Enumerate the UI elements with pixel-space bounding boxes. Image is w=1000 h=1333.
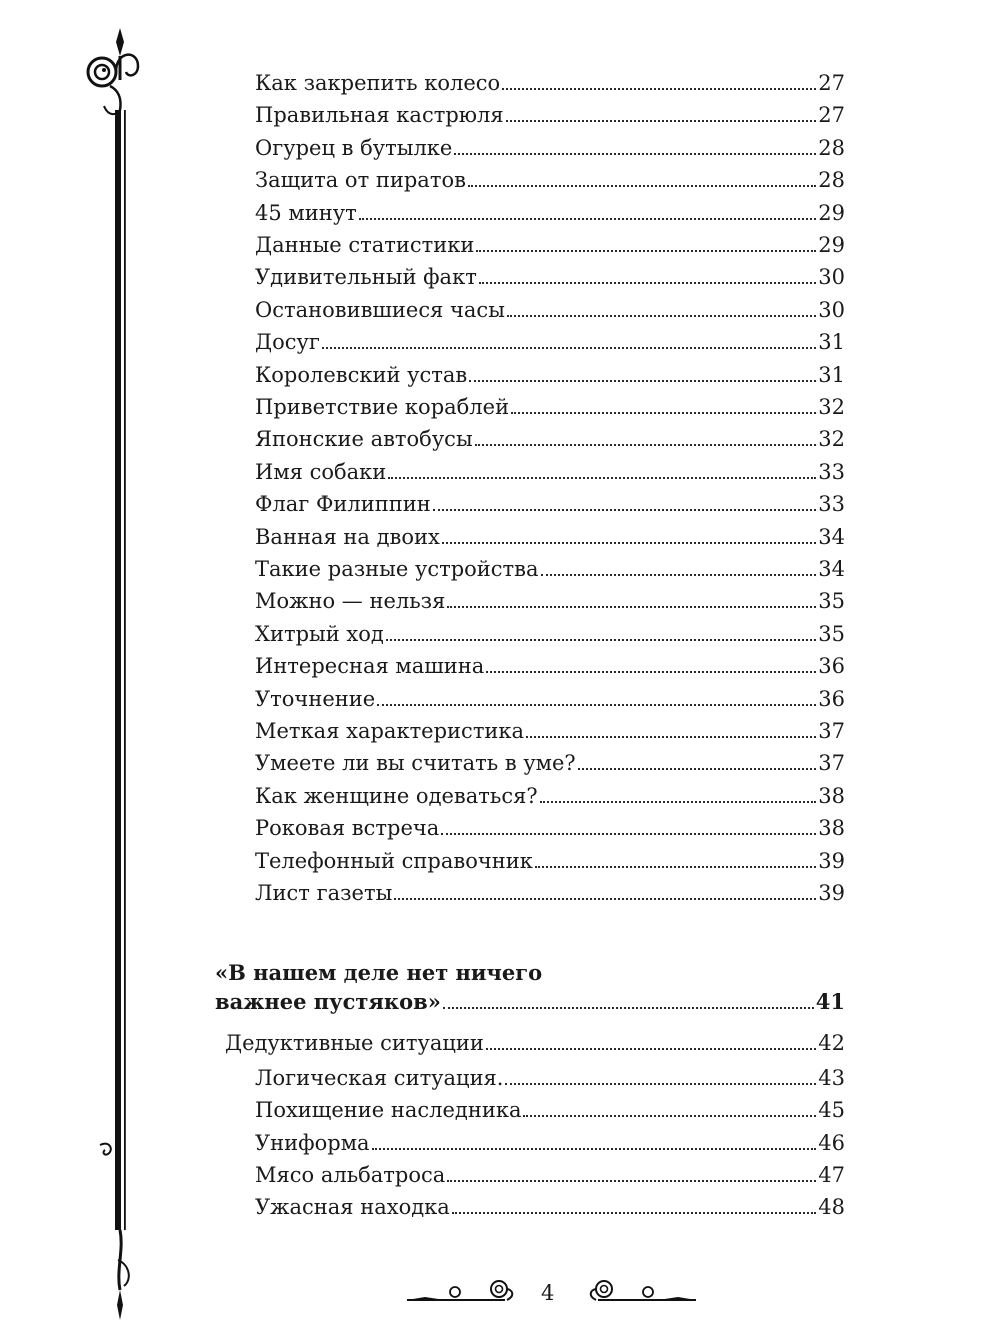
- dot-leader: [578, 767, 817, 770]
- entry-title: Данные статистики: [255, 233, 475, 257]
- entry-page: 31: [818, 330, 845, 354]
- entry-page: 35: [818, 589, 845, 613]
- entry-page: 39: [818, 881, 845, 905]
- dot-leader: [535, 865, 816, 868]
- toc-entry[interactable]: [255, 457, 845, 487]
- entry-title: 45 минут: [255, 201, 357, 225]
- toc-entry[interactable]: [255, 846, 845, 876]
- entry-page: 30: [818, 265, 845, 289]
- entry-page: 35: [818, 622, 845, 646]
- entry-title: Защита от пиратов: [255, 168, 466, 192]
- entry-title: Можно — нельзя: [255, 589, 446, 613]
- entry-title: Логическая ситуация.: [255, 1066, 504, 1090]
- entry-title: Имя собаки: [255, 460, 387, 484]
- section-title: Дедуктивные ситуации: [225, 1031, 484, 1055]
- dot-leader: [394, 897, 816, 900]
- dot-leader: [359, 217, 817, 220]
- entry-page: 27: [818, 103, 845, 127]
- entry-title: Телефонный справочник: [255, 849, 533, 873]
- entry-title: Как закрепить колесо: [255, 71, 501, 95]
- toc-entry[interactable]: [255, 878, 845, 908]
- dot-leader: [526, 735, 816, 738]
- part-title-line1[interactable]: «В нашем деле нет ничего: [215, 960, 543, 985]
- footer-right-ornament: [578, 1278, 698, 1308]
- entry-page: 48: [818, 1195, 845, 1219]
- toc-entry[interactable]: [255, 1192, 845, 1222]
- dot-leader: [505, 1082, 816, 1085]
- dot-leader: [388, 476, 816, 479]
- entry-page: 31: [818, 363, 845, 387]
- dot-leader: [486, 1047, 816, 1050]
- entry-page: 33: [818, 460, 845, 484]
- entry-page: 43: [818, 1066, 845, 1090]
- entry-page: 39: [818, 849, 845, 873]
- entry-page: 45: [818, 1098, 845, 1122]
- entry-page: 32: [818, 427, 845, 451]
- toc-entry[interactable]: [255, 100, 845, 130]
- dot-leader: [540, 800, 817, 803]
- entry-title: Лист газеты: [255, 881, 393, 905]
- dot-leader: [479, 281, 816, 284]
- toc-entry[interactable]: [255, 1063, 845, 1093]
- entry-page: 37: [818, 751, 845, 775]
- entry-page: 30: [818, 298, 845, 322]
- entry-title: Такие разные устройства: [255, 557, 539, 581]
- dot-leader: [433, 508, 817, 511]
- entry-title: Удивительный факт: [255, 265, 477, 289]
- page-number: 4: [541, 1281, 555, 1305]
- toc-entry[interactable]: [255, 198, 845, 228]
- footer-left-ornament: [405, 1278, 525, 1308]
- entry-title: Правильная кастрюля: [255, 103, 504, 127]
- entry-page: 32: [818, 395, 845, 419]
- entry-page: 34: [818, 525, 845, 549]
- dot-leader: [506, 119, 817, 122]
- dot-leader: [452, 1211, 816, 1214]
- entry-page: 29: [818, 233, 845, 257]
- section-page: 42: [818, 1031, 845, 1055]
- dot-leader: [377, 703, 816, 706]
- entry-title: Униформа: [255, 1131, 370, 1155]
- dot-leader: [442, 541, 816, 544]
- toc-entry[interactable]: [255, 781, 845, 811]
- dot-leader: [443, 1006, 814, 1009]
- entry-page: 36: [818, 687, 845, 711]
- toc-entry[interactable]: [255, 327, 845, 357]
- entry-page: 47: [818, 1163, 845, 1187]
- dot-leader: [476, 249, 816, 252]
- dot-leader: [502, 87, 816, 90]
- toc-entry[interactable]: [255, 68, 845, 98]
- entry-page: 28: [818, 136, 845, 160]
- entry-title: Похищение наследника: [255, 1098, 522, 1122]
- entry-title: Как женщине одеваться?: [255, 784, 538, 808]
- entry-page: 34: [818, 557, 845, 581]
- section-entry[interactable]: [225, 1028, 845, 1058]
- toc-entry[interactable]: [255, 586, 845, 616]
- toc-entry[interactable]: [255, 813, 845, 843]
- entry-page: 27: [818, 71, 845, 95]
- dot-leader: [541, 573, 817, 576]
- dot-leader: [511, 411, 816, 414]
- dot-leader: [475, 443, 817, 446]
- toc-entry[interactable]: [255, 684, 845, 714]
- entry-title: Меткая характеристика: [255, 719, 525, 743]
- entry-title: Остановившиеся часы: [255, 298, 505, 322]
- toc-entry[interactable]: [255, 1095, 845, 1125]
- toc-entry[interactable]: [255, 262, 845, 292]
- dot-leader: [523, 1114, 816, 1117]
- toc-entry[interactable]: [255, 392, 845, 422]
- entry-page: 28: [818, 168, 845, 192]
- toc-entry[interactable]: [255, 424, 845, 454]
- entry-title: Огурец в бутылке: [255, 136, 453, 160]
- entry-title: Интересная машина: [255, 654, 485, 678]
- toc-entry[interactable]: [255, 1160, 845, 1190]
- dot-leader: [507, 314, 816, 317]
- entry-page: 37: [818, 719, 845, 743]
- part-entry[interactable]: [215, 987, 845, 1017]
- entry-page: 46: [818, 1131, 845, 1155]
- toc-entry[interactable]: [255, 1128, 845, 1158]
- part-page: 41: [815, 989, 845, 1014]
- toc-entry[interactable]: [255, 716, 845, 746]
- dot-leader: [322, 346, 816, 349]
- toc-entry[interactable]: [255, 165, 845, 195]
- toc-entry[interactable]: [255, 489, 845, 519]
- dot-leader: [386, 638, 816, 641]
- entry-title: Мясо альбатроса: [255, 1163, 446, 1187]
- toc-entry[interactable]: [255, 522, 845, 552]
- dot-leader: [469, 379, 816, 382]
- entry-page: 36: [818, 654, 845, 678]
- entry-page: 29: [818, 201, 845, 225]
- toc-entry[interactable]: [255, 133, 845, 163]
- toc-entry[interactable]: [255, 360, 845, 390]
- entry-title: Досуг: [255, 330, 320, 354]
- entry-title: Флаг Филиппин: [255, 492, 431, 516]
- entry-page: 38: [818, 784, 845, 808]
- dot-leader: [486, 670, 816, 673]
- dot-leader: [441, 832, 816, 835]
- entry-title: Королевский устав: [255, 363, 468, 387]
- toc-entry[interactable]: [255, 619, 845, 649]
- entry-title: Японские автобусы: [255, 427, 473, 451]
- toc-entry[interactable]: [255, 748, 845, 778]
- entry-title: Умеете ли вы считать в уме?: [255, 751, 576, 775]
- dot-leader: [454, 152, 816, 155]
- toc-entry[interactable]: [255, 295, 845, 325]
- toc-entry[interactable]: [255, 230, 845, 260]
- dot-leader: [372, 1147, 817, 1150]
- dot-leader: [447, 1179, 816, 1182]
- toc-entry[interactable]: [255, 651, 845, 681]
- entry-title: Роковая встреча: [255, 816, 440, 840]
- dot-leader: [447, 605, 816, 608]
- dot-leader: [468, 184, 816, 187]
- entry-title: Приветствие кораблей: [255, 395, 510, 419]
- toc-entry[interactable]: [255, 554, 845, 584]
- entry-title: Ванная на двоих: [255, 525, 440, 549]
- entry-title: Ужасная находка: [255, 1195, 450, 1219]
- part-title-line2: важнее пустяков»: [215, 989, 441, 1014]
- entry-page: 33: [818, 492, 845, 516]
- entry-title: Уточнение: [255, 687, 376, 711]
- entry-page: 38: [818, 816, 845, 840]
- entry-title: Хитрый ход: [255, 622, 384, 646]
